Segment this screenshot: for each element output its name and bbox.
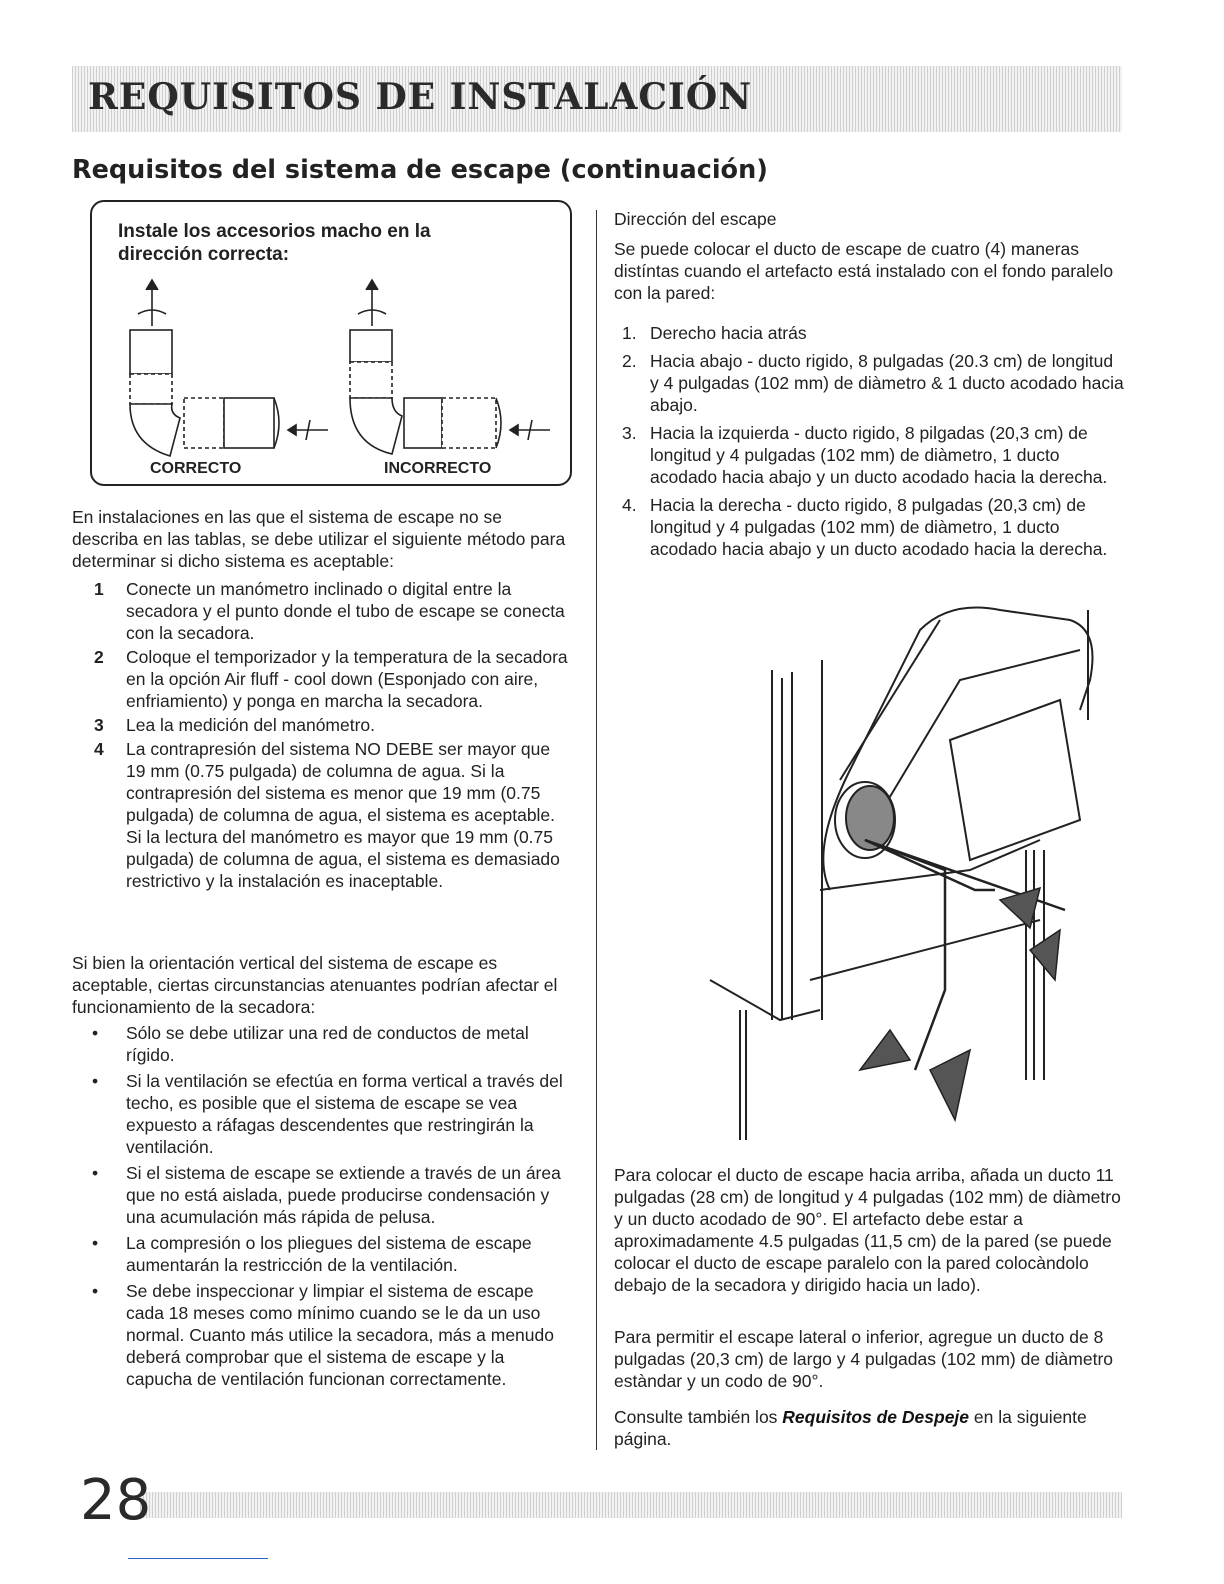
direction-text: Derecho hacia atrás [650,323,807,343]
correct-elbow-icon [130,280,328,456]
list-item: • Si el sistema de escape se extiende a través de un área que no está aislada, puede producirse condensación y una acumulación más rápida de pelusa. [92,1163,561,1227]
step-number: 2 [94,647,104,667]
label-correct: CORRECTO [150,460,242,477]
dryer-exhaust-illustration [700,600,1120,1150]
step-number: 1 [94,579,104,599]
list-item [614,350,1126,416]
direction-number: 4. [622,495,637,515]
clearance-reference [614,1406,1126,1450]
callout-title: Instale los accesorios macho en la dirección correcta: [118,221,431,265]
direction-text: Hacia abajo - ducto rigido, 8 pulgadas (20.3 cm) de longitud y 4 pulgadas (102 mm) de diàmetro & 1 ducto acodado hacia abajo. [650,351,1124,415]
bottom-rule [128,1558,268,1559]
reference-suffix: en la siguiente página. [614,1407,1087,1449]
left-intro: En instalaciones en las que el sistema de escape no se describa en las tablas, se debe utilizar el siguiente método para determinar si dicho sistema es aceptable: [72,507,566,571]
list-item [614,494,1126,560]
vertical-intro: Si bien la orientación vertical del sistema de escape es aceptable, ciertas circunstancias atenuantes podrían afectar el funcionamiento de la secadora: [72,953,558,1017]
elbow-diagram [92,202,570,484]
considerations-list [72,1022,572,1394]
list-item: • Si la ventilación se efectúa en forma vertical a través del techo, es posible que el sistema de escape se vea expuesto a ráfagas descendentes que restringirán la ventilación. [92,1071,563,1157]
step-text: Coloque el temporizador y la temperatura de la secadora en la opción Air fluff - cool down (Esponjado con aire, enfriamiento) y ponga en marcha la secadora. [126,647,568,711]
direction-text: Hacia la derecha - ducto rigido, 8 pulgadas (20,3 cm) de longitud y 4 pulgadas (102 mm) de diàmetro, 1 ducto acodado hacia abajo y un ducto acodado hacia la derecha. [650,495,1108,559]
section-title: Requisitos del sistema de escape (continuación) [72,155,768,185]
reference-prefix: Consulte también los [614,1407,783,1427]
direction-number: 3. [622,423,637,443]
column-divider [596,210,597,1450]
bullet-text: Si el sistema de escape se extiende a través de un área que no está aislada, puede producirse condensación y una acumulación más rápida de pelusa. [126,1163,561,1227]
direction-list [614,322,1126,566]
list-item [72,646,572,712]
list-item: • La compresión o los pliegues del sistema de escape aumentarán la restricción de la ventilación. [92,1233,532,1275]
footer-band [140,1492,1122,1518]
list-item [72,578,572,644]
bullet-text: Si la ventilación se efectúa en forma vertical a través del techo, es posible que el sistema de escape se vea expuesto a ráfagas descendentes que restringirán la ventilación. [126,1071,563,1157]
list-item: • Sólo se debe utilizar una red de conductos de metal rígido. [92,1023,529,1065]
exhaust-direction-heading: Dirección del escape [614,209,777,229]
list-item [614,322,1126,344]
step-text: Conecte un manómetro inclinado o digital entre la secadora y el punto donde el tubo de escape se conecta con la secadora. [126,579,565,643]
list-item: • Se debe inspeccionar y limpiar el sistema de escape cada 18 meses como mínimo cuando se le da un uso normal. Cuanto más utilice la secadora, más a menudo deberá comprobar que el sistema de escape y la capucha de ventilación funcionan correctamente. [92,1281,554,1389]
list-item [72,714,572,736]
exhaust-direction-intro: Se puede colocar el ducto de escape de cuatro (4) maneras distíntas cuando el artefacto está instalado con el fondo paralelo con la pared: [614,239,1114,303]
direction-number: 1. [622,323,637,343]
upward-exhaust-paragraph: Para colocar el ducto de escape hacia arriba, añada un ducto 11 pulgadas (28 cm) de longitud y 4 pulgadas (102 mm) de diàmetro y un ducto acodado de 90°. El artefacto debe estar a aproximadamente 4.5 pulgadas (11,5 cm) de la pared (se puede colocar el ducto de escape paralelo con la pared colocàndolo debajo de la secadora y dirigido hacia un lado). [614,1165,1121,1295]
step-text: Lea la medición del manómetro. [126,715,376,735]
incorrect-elbow-icon [350,280,550,454]
label-incorrect: INCORRECTO [384,460,492,477]
step-number: 3 [94,715,104,735]
step-number: 4 [94,739,104,759]
page-number: 28 [80,1468,152,1533]
callout-box [90,200,572,486]
bullet-text: Sólo se debe utilizar una red de conductos de metal rígido. [126,1023,529,1065]
procedure-steps [72,578,572,894]
page-header-title: REQUISITOS DE INSTALACIÓN [88,76,753,118]
bullet-text: La compresión o los pliegues del sistema de escape aumentarán la restricción de la ventilación. [126,1233,532,1275]
direction-text: Hacia la izquierda - ducto rigido, 8 pilgadas (20,3 cm) de longitud y 4 pulgadas (102 mm) de diàmetro, 1 ducto acodado hacia abajo y un ducto acodado hacia la derecha. [650,423,1108,487]
clearance-requirements-link[interactable]: Requisitos de Despeje [782,1407,970,1427]
list-item [72,738,572,892]
bullet-text: Se debe inspeccionar y limpiar el sistema de escape cada 18 meses como mínimo cuando se le da un uso normal. Cuanto más utilice la secadora, más a menudo deberá comprobar que el sistema de escape y la capucha de ventilación funcionan correctamente. [126,1281,554,1389]
direction-number: 2. [622,351,637,371]
list-item [614,422,1126,488]
side-exhaust-paragraph: Para permitir el escape lateral o inferior, agregue un ducto de 8 pulgadas (20,3 cm) de largo y 4 pulgadas (102 mm) de diàmetro estàndar y un codo de 90°. [614,1327,1114,1391]
step-text: La contrapresión del sistema NO DEBE ser mayor que 19 mm (0.75 pulgada) de columna de agua. Si la contrapresión del sistema es menor que 19 mm (0.75 pulgada) de columna de agua, el sistema es aceptable. Si la lectura del manómetro es mayor que 19 mm (0.75 pulgada) de columna de agua, el sistema es demasiado restrictivo y la instalación es inaceptable. [126,739,560,891]
